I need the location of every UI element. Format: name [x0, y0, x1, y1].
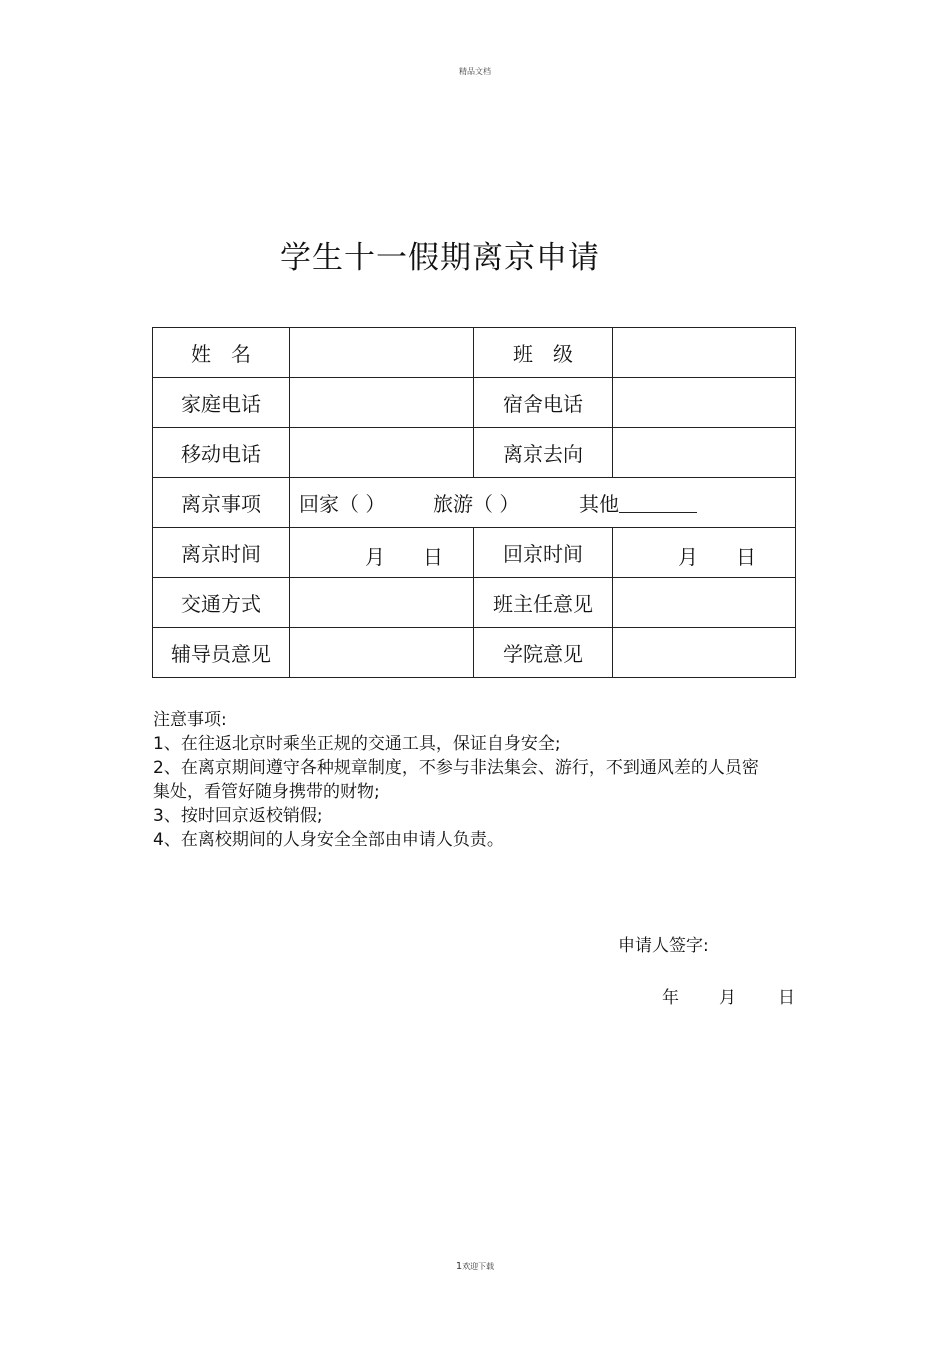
- note-item: 1、在往返北京时乘坐正规的交通工具，保证自身安全;: [153, 734, 561, 754]
- footer-text: 欢迎下载: [462, 1262, 495, 1271]
- matters-other-blank[interactable]: [619, 494, 697, 513]
- dorm-phone-label: 宿舍电话: [474, 378, 613, 428]
- table-row: [153, 428, 796, 478]
- return-month-label: 月: [678, 545, 698, 569]
- table-row: [153, 578, 796, 628]
- table-row: [153, 378, 796, 428]
- mobile-phone-label: 移动电话: [153, 428, 290, 478]
- name-field[interactable]: [290, 328, 474, 378]
- page-title: 学生十一假期离京申请: [280, 240, 600, 276]
- head-teacher-opinion-field[interactable]: [613, 578, 796, 628]
- dorm-phone-field[interactable]: [613, 378, 796, 428]
- signature-date: [662, 983, 795, 1008]
- matters-home-option[interactable]: 回家（ ）: [299, 492, 386, 516]
- destination-label: 离京去向: [474, 428, 613, 478]
- leave-day-label: 日: [423, 545, 443, 569]
- home-phone-label: 家庭电话: [153, 378, 290, 428]
- signature-month-label: 月: [719, 988, 736, 1008]
- leave-time-label: 离京时间: [153, 528, 290, 578]
- home-phone-field[interactable]: [290, 378, 474, 428]
- college-opinion-field[interactable]: [613, 628, 796, 678]
- destination-field[interactable]: [613, 428, 796, 478]
- name-label: [153, 328, 290, 378]
- leave-month-label: 月: [365, 545, 385, 569]
- return-day-label: 日: [736, 545, 756, 569]
- notes-heading: 注意事项:: [153, 710, 227, 730]
- signature-year-label: 年: [662, 988, 679, 1008]
- table-row: [153, 328, 796, 378]
- table-row: [153, 478, 796, 528]
- return-time-field[interactable]: [613, 528, 796, 578]
- head-teacher-opinion-label: 班主任意见: [474, 578, 613, 628]
- return-time-label: 回京时间: [474, 528, 613, 578]
- counselor-opinion-label: 辅导员意见: [153, 628, 290, 678]
- note-item: 3、按时回京返校销假;: [153, 806, 323, 826]
- college-opinion-label: 学院意见: [474, 628, 613, 678]
- class-field[interactable]: [613, 328, 796, 378]
- note-item: 2、在离京期间遵守各种规章制度，不参与非法集会、游行，不到通风差的人员密: [153, 758, 759, 778]
- note-item: 集处，看管好随身携带的财物;: [153, 782, 380, 802]
- matters-other-option[interactable]: 其他: [579, 492, 619, 516]
- class-label-text: 班 级: [513, 342, 573, 366]
- class-label: [474, 328, 613, 378]
- table-row: [153, 628, 796, 678]
- application-form-table: [152, 327, 796, 678]
- transport-label: 交通方式: [153, 578, 290, 628]
- header-tag: 精品文档: [459, 67, 491, 76]
- matters-options: [290, 478, 796, 528]
- signature-day-label: 日: [778, 988, 795, 1008]
- notes-section: [153, 708, 803, 852]
- leave-time-field[interactable]: [290, 528, 474, 578]
- name-label-text: 姓 名: [191, 342, 251, 366]
- matters-travel-option[interactable]: 旅游（ ）: [433, 492, 520, 516]
- table-row: [153, 528, 796, 578]
- counselor-opinion-field[interactable]: [290, 628, 474, 678]
- transport-field[interactable]: [290, 578, 474, 628]
- matters-label: 离京事项: [153, 478, 290, 528]
- mobile-phone-field[interactable]: [290, 428, 474, 478]
- applicant-signature-label: 申请人签字:: [618, 936, 709, 956]
- page-footer: [0, 1261, 950, 1272]
- note-item: 4、在离校期间的人身安全全部由申请人负责。: [153, 830, 504, 850]
- page-number: 1: [455, 1261, 463, 1272]
